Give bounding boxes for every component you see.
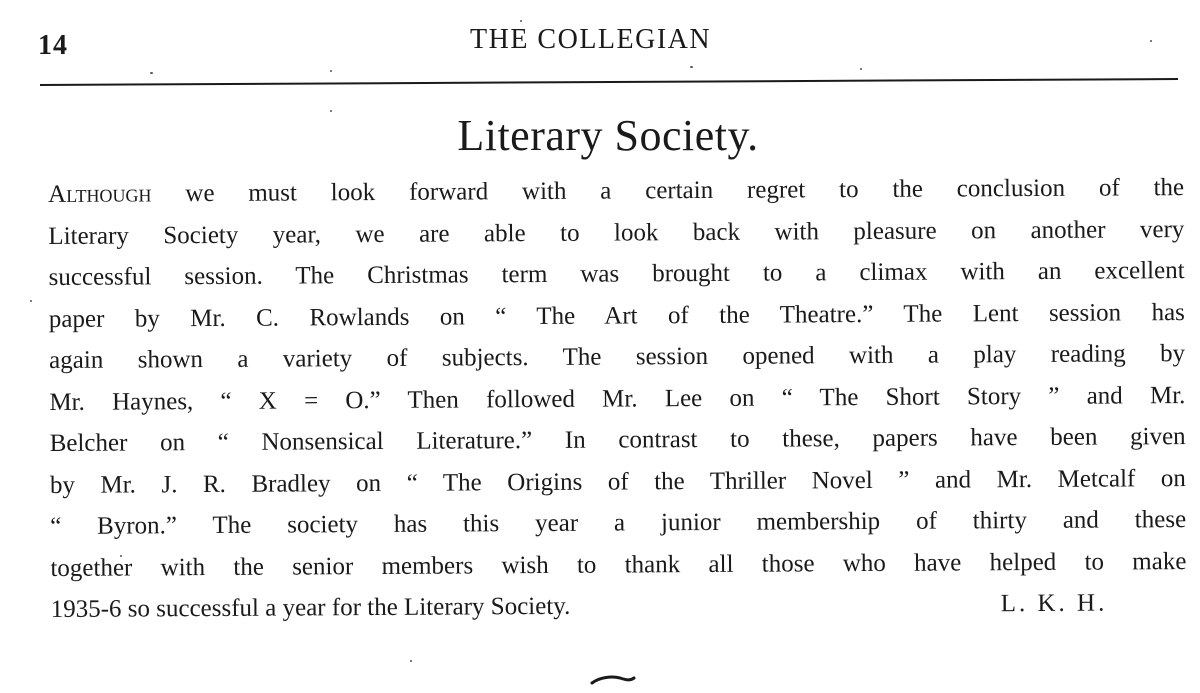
text-line	[48, 167, 1184, 215]
print-speck	[860, 68, 862, 70]
text-line-content: 1935-6 so successful a year for the Literary Society.	[50, 592, 571, 623]
print-speck	[410, 660, 412, 662]
print-speck	[690, 66, 693, 68]
text-line-final	[51, 582, 1187, 630]
text-line: paper by Mr. C. Rowlands on “ The Art of the Theatre.” The Lent session has	[48, 298, 1185, 333]
text-line: Literary Society year, we are able to look back with pleasure on another very	[48, 215, 1185, 250]
print-speck	[520, 20, 522, 22]
print-speck	[1150, 40, 1152, 42]
running-title: THE COLLEGIAN	[470, 24, 712, 55]
print-speck	[150, 72, 153, 74]
print-speck	[330, 70, 332, 72]
closing-ornament-icon	[590, 675, 636, 685]
text-line: “ Byron.” The society has this year a junior membership of thirty and these	[50, 506, 1187, 540]
text-line: again shown a variety of subjects. The session opened with a play reading by	[49, 340, 1186, 374]
text-line: Belcher on “ Nonsensical Literature.” In contrast to these, papers have been given	[49, 423, 1186, 457]
text-line: successful session. The Christmas term was brought to a climax with an excellent	[48, 257, 1185, 291]
lead-word: Although	[48, 180, 152, 208]
print-speck	[30, 300, 32, 302]
article-title: Literary Society.	[457, 111, 759, 160]
text-line: by Mr. J. R. Bradley on “ The Origins of the Thriller Novel ” and Mr. Metcalf on	[49, 464, 1186, 499]
article-body	[48, 167, 1187, 630]
page-number: 14	[38, 30, 68, 61]
author-signature: L. K. H.	[1000, 589, 1108, 618]
header-rule	[40, 78, 1178, 86]
text-line: Mr. Haynes, “ X = O.” Then followed Mr. Lee on “ The Short Story ” and Mr.	[49, 381, 1186, 416]
text-line: together with the senior members wish to thank all those who have helped to make	[50, 547, 1187, 582]
text-line-content: we must look forward with a certain regret to the conclusion of the	[151, 174, 1185, 208]
